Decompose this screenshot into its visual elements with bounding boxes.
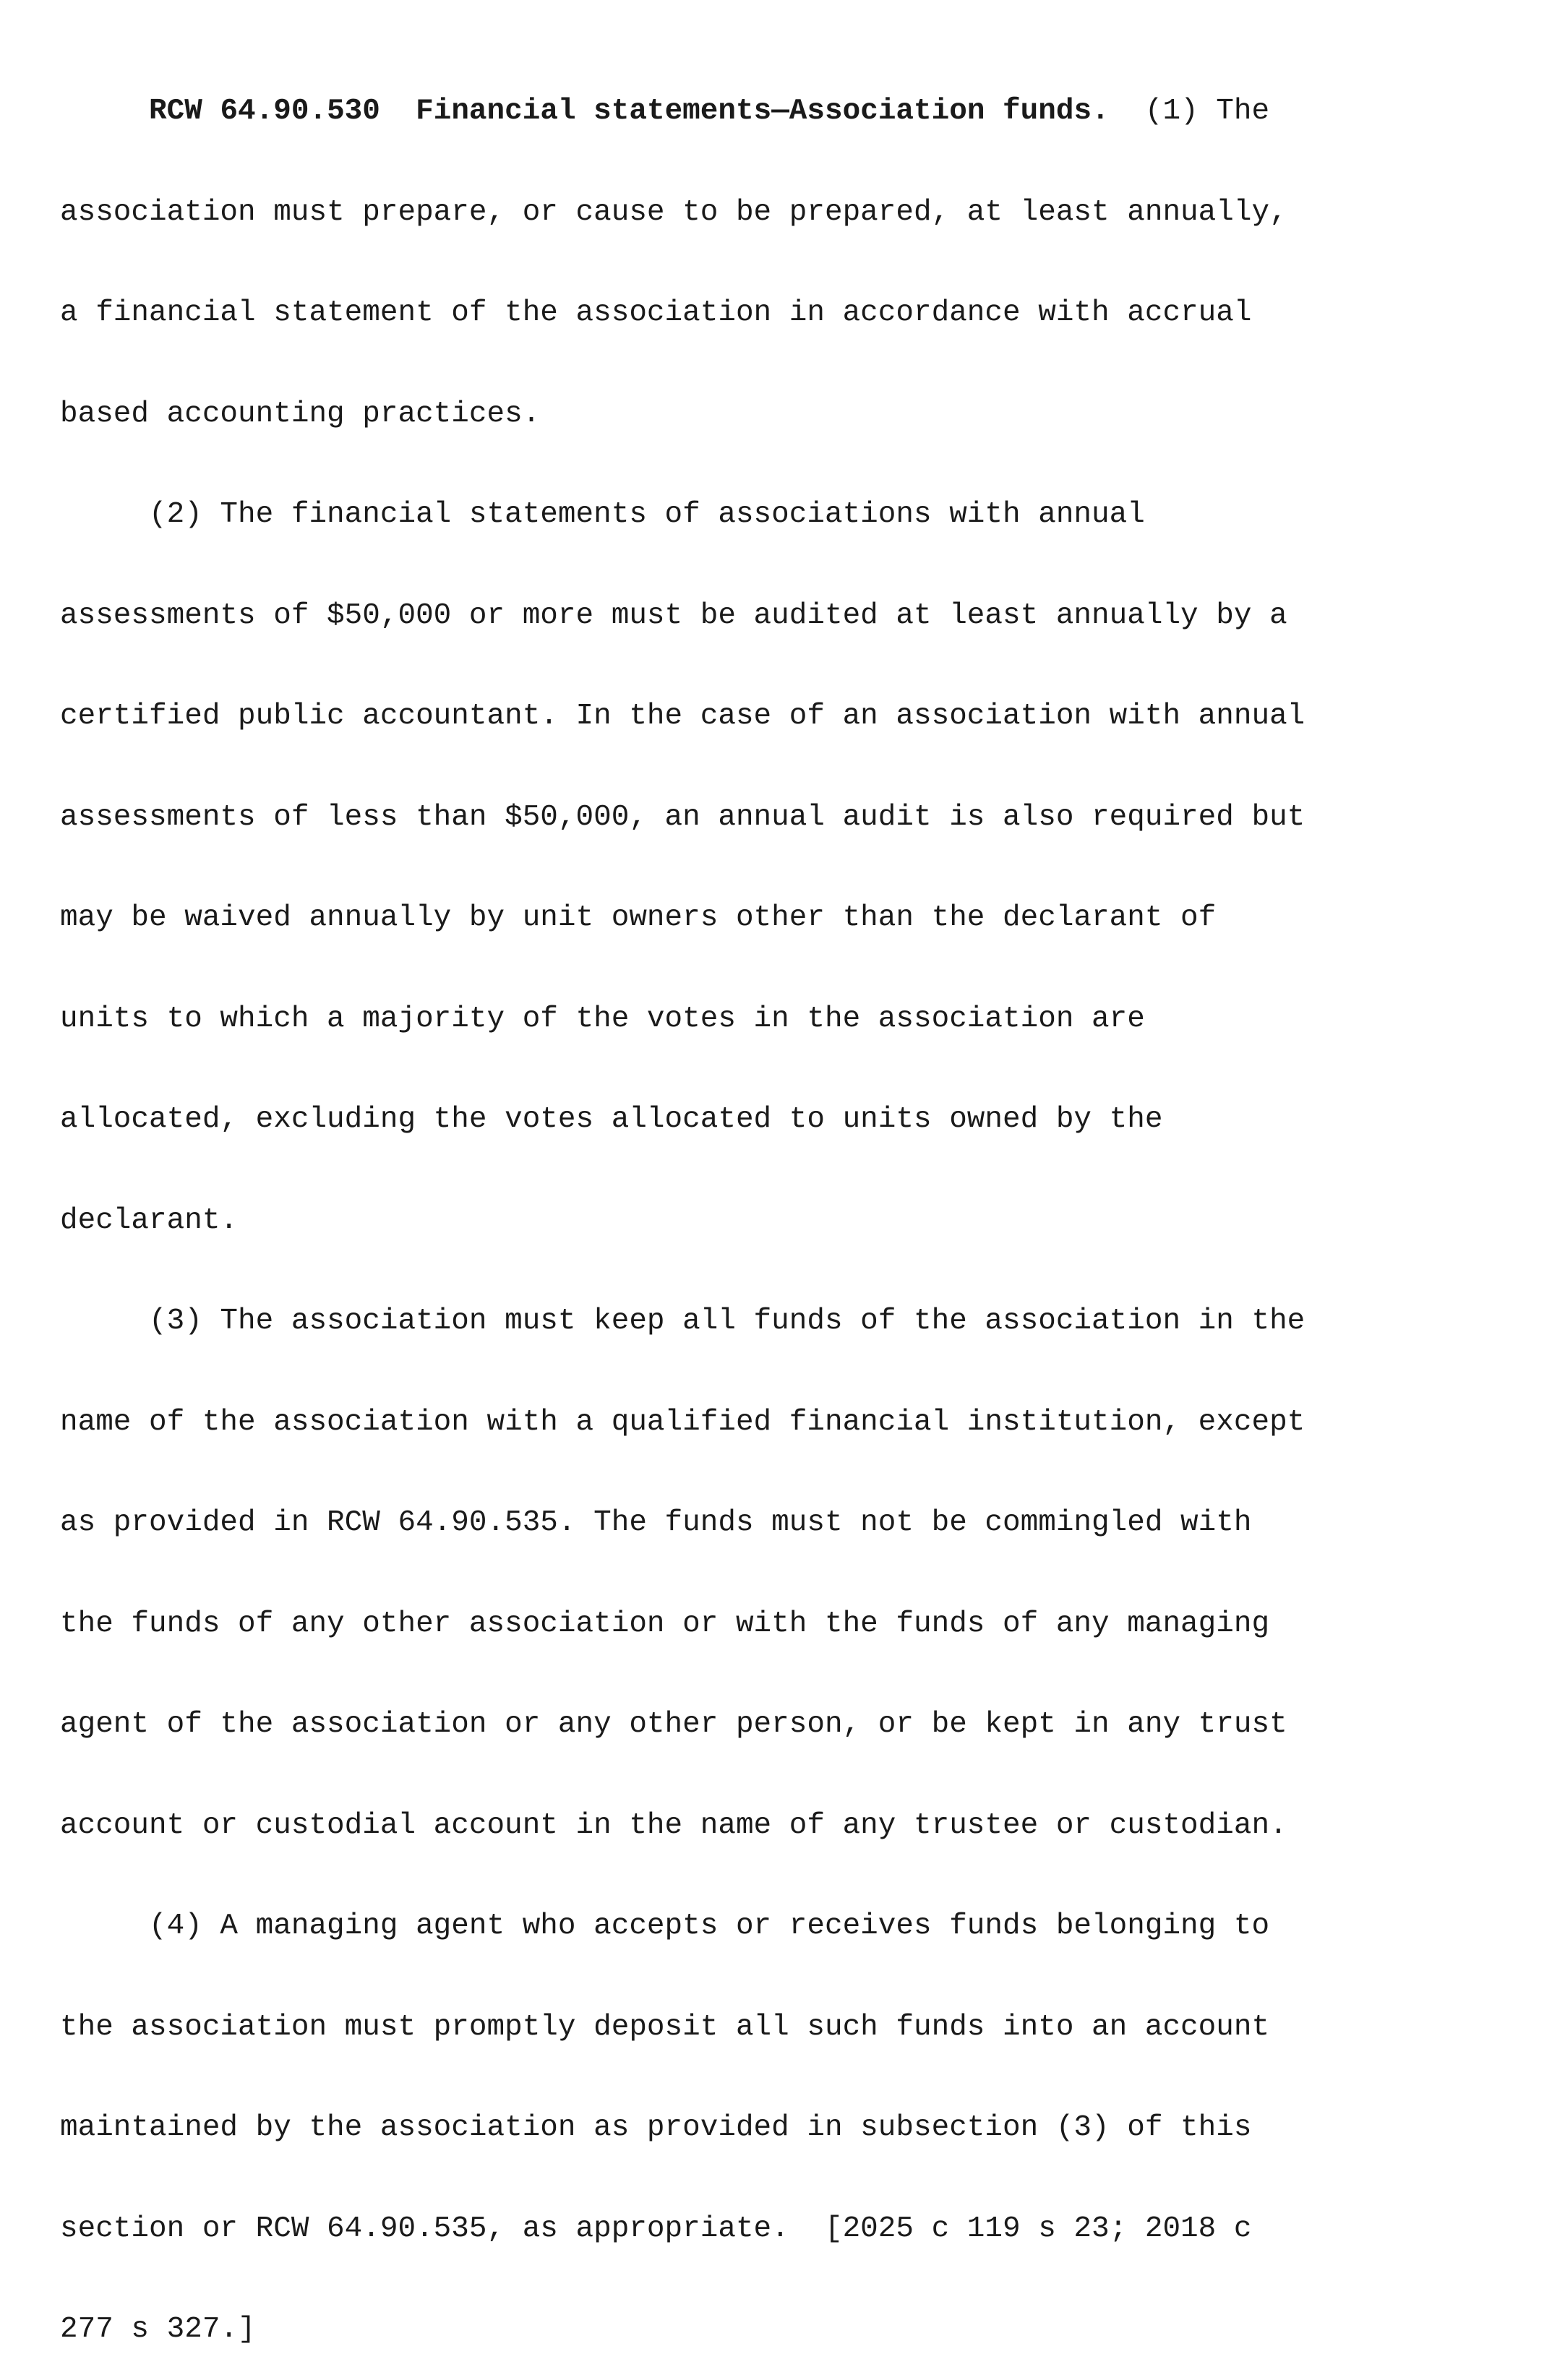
history-note-line: 277 s 327.] (60, 2313, 256, 2346)
text-line: section or RCW 64.90.535, as appropriate. [2025 c 119 s 23; 2018 c (60, 2212, 1252, 2246)
text-line: account or custodial account in the name of any trustee or custodian. (60, 1808, 1287, 1842)
text-line: association must prepare, or cause to be prepared, at least annually, (60, 195, 1287, 229)
text-line: maintained by the association as provided in subsection (3) of this (60, 2111, 1252, 2144)
text-line: declarant. (60, 1203, 239, 1237)
text-line: based accounting practices. (60, 397, 541, 431)
subsection-2-start: (2) The financial statements of associations with annual (60, 498, 1145, 531)
text-line: as provided in RCW 64.90.535. The funds must not be commingled with (60, 1506, 1252, 1539)
text-line: a financial statement of the association in accordance with accrual (60, 296, 1252, 330)
text-line: agent of the association or any other person, or be kept in any trust (60, 1708, 1287, 1741)
subsection-4-start: (4) A managing agent who accepts or receives funds belonging to (60, 1909, 1270, 1943)
text-line: assessments of $50,000 or more must be audited at least annually by a (60, 598, 1287, 632)
section-citation: RCW 64.90.530 (149, 95, 380, 128)
text-line: name of the association with a qualified financial institution, except (60, 1405, 1305, 1439)
text-line: the funds of any other association or with the funds of any managing (60, 1607, 1270, 1641)
section-heading-line (60, 95, 1542, 129)
text-line: allocated, excluding the votes allocated to units owned by the (60, 1103, 1163, 1136)
statute-text (60, 27, 1542, 2380)
text-line: may be waived annually by unit owners other than the declarant of (60, 901, 1217, 935)
subsection-3-start: (3) The association must keep all funds of the association in the (60, 1305, 1305, 1338)
text-line: the association must promptly deposit all such funds into an account (60, 2010, 1270, 2044)
text-line: assessments of less than $50,000, an annual audit is also required but (60, 800, 1305, 834)
subsection-1-start: (1) The (1109, 95, 1270, 128)
section-heading: Financial statements—Association funds. (416, 95, 1110, 128)
text-line: units to which a majority of the votes in the association are (60, 1002, 1145, 1036)
text-line: certified public accountant. In the case of an association with annual (60, 700, 1305, 733)
